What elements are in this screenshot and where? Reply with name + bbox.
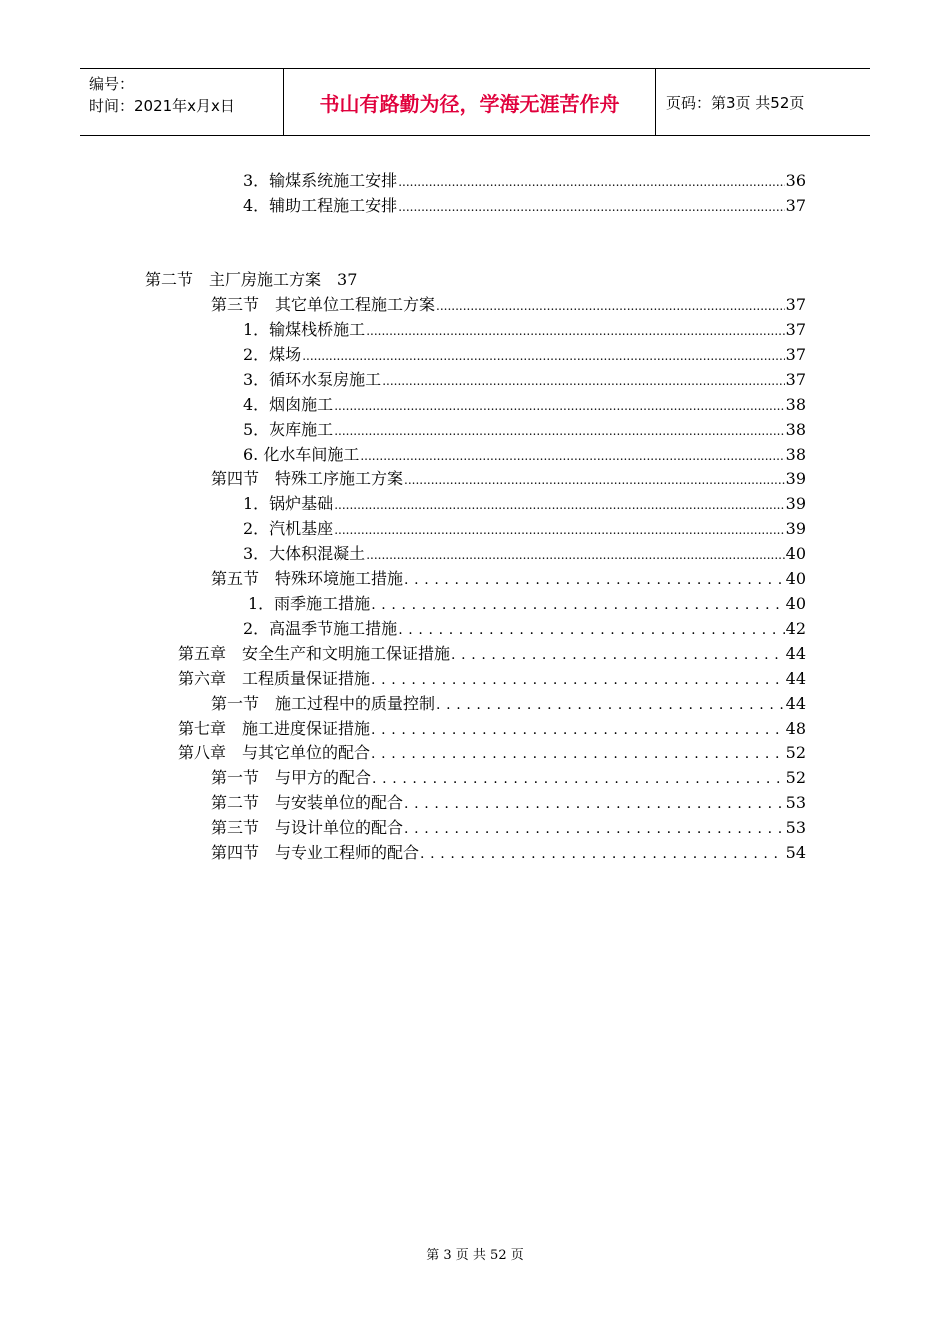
toc-entry-page: 37 xyxy=(785,370,806,389)
toc-entry[interactable] xyxy=(145,268,357,292)
toc-entry-page: 48 xyxy=(785,719,806,738)
toc-entry[interactable] xyxy=(211,791,806,815)
toc-leader xyxy=(404,791,785,816)
toc-leader xyxy=(404,467,785,492)
toc-leader xyxy=(334,418,784,443)
toc-entry[interactable] xyxy=(178,642,806,666)
toc-entry-page: 40 xyxy=(785,569,806,588)
toc-entry-page: 40 xyxy=(785,544,806,563)
toc-entry-page: 37 xyxy=(785,345,806,364)
toc-entry-page: 44 xyxy=(785,644,806,663)
toc-entry-page: 52 xyxy=(785,743,806,762)
toc-leader xyxy=(398,617,784,642)
time-label: 时间：2021年x月x日 xyxy=(89,97,235,115)
toc-leader xyxy=(382,368,784,393)
toc-entry[interactable] xyxy=(211,293,806,317)
toc-entry-page: 39 xyxy=(785,494,806,513)
toc-entry-page: 36 xyxy=(785,171,806,190)
toc-leader xyxy=(451,642,785,667)
toc-entry[interactable] xyxy=(211,467,806,491)
toc-entry-page: 37 xyxy=(785,295,806,314)
toc-entry-page: 37 xyxy=(337,270,358,289)
toc-entry[interactable] xyxy=(211,816,806,840)
toc-entry[interactable] xyxy=(211,692,806,716)
toc-entry[interactable] xyxy=(243,194,806,218)
toc-leader xyxy=(371,741,785,766)
toc-entry-label: 3．大体积混凝土 xyxy=(243,544,366,563)
toc-entry-label: 第八章 与其它单位的配合 xyxy=(178,743,371,762)
header-page-label: 页码：第3页 共52页 xyxy=(666,93,805,112)
toc-entry-page: 39 xyxy=(785,519,806,538)
toc-leader xyxy=(404,816,785,841)
toc-entry[interactable] xyxy=(243,517,806,541)
toc-entry[interactable] xyxy=(243,542,806,566)
toc-leader xyxy=(436,293,785,318)
toc-entry[interactable] xyxy=(211,567,806,591)
toc-entry-label: 第一节 施工过程中的质量控制 xyxy=(211,694,436,713)
toc-entry[interactable] xyxy=(243,169,806,193)
toc-entry-page: 44 xyxy=(785,694,806,713)
toc-leader xyxy=(404,567,785,592)
toc-entry-page: 53 xyxy=(785,793,806,812)
toc-leader xyxy=(360,443,784,468)
toc-entry[interactable] xyxy=(178,741,806,765)
toc-entry[interactable] xyxy=(243,393,806,417)
toc-entry-label: 2．煤场 xyxy=(243,345,302,364)
toc-entry-page: 38 xyxy=(785,420,806,439)
toc-entry[interactable] xyxy=(243,418,806,442)
toc-entry-label: 2．汽机基座 xyxy=(243,519,334,538)
toc-leader xyxy=(334,517,784,542)
toc-entry-page: 52 xyxy=(785,768,806,787)
page-footer: 第 3 页 共 52 页 xyxy=(426,1248,524,1263)
toc-entry-page: 38 xyxy=(785,395,806,414)
toc-entry-label: 第四节 特殊工序施工方案 xyxy=(211,469,404,488)
toc-leader xyxy=(366,542,784,567)
toc-entry-label: 1．锅炉基础 xyxy=(243,494,334,513)
toc-entry-label: 第三节 与设计单位的配合 xyxy=(211,818,404,837)
number-label: 编号： xyxy=(89,75,135,93)
toc-entry-page: 53 xyxy=(785,818,806,837)
toc-leader xyxy=(371,667,785,692)
toc-entry-label: 5．灰库施工 xyxy=(243,420,334,439)
toc-leader xyxy=(302,343,784,368)
toc-entry-page: 37 xyxy=(785,196,806,215)
toc-entry-label: 第五章 安全生产和文明施工保证措施 xyxy=(178,644,451,663)
toc-entry-page: 40 xyxy=(785,594,806,613)
toc-entry-label: 1．输煤栈桥施工 xyxy=(243,320,366,339)
toc-entry[interactable] xyxy=(243,492,806,516)
toc-entry-label: 第五节 特殊环境施工措施 xyxy=(211,569,404,588)
toc-leader xyxy=(371,717,785,742)
toc-entry[interactable] xyxy=(178,667,806,691)
header-motto: 书山有路勤为径，学海无涯苦作舟 xyxy=(283,69,656,135)
toc-entry-page: 54 xyxy=(785,843,806,862)
toc-entry-label: 第二节 主厂房施工方案 xyxy=(145,270,322,289)
toc-entry-page: 39 xyxy=(785,469,806,488)
toc-leader xyxy=(398,169,784,194)
toc-entry[interactable] xyxy=(211,766,806,790)
toc-entry[interactable] xyxy=(178,717,806,741)
toc-entry-label: 第一节 与甲方的配合 xyxy=(211,768,372,787)
toc-leader xyxy=(398,194,784,219)
toc-entry[interactable] xyxy=(243,443,806,467)
toc-leader xyxy=(366,318,784,343)
toc-entry-label: 3．输煤系统施工安排 xyxy=(243,171,398,190)
toc-entry[interactable] xyxy=(243,318,806,342)
toc-leader xyxy=(334,492,784,517)
toc-entry-page: 38 xyxy=(785,445,806,464)
toc-entry-label: 4．辅助工程施工安排 xyxy=(243,196,398,215)
toc-entry-label: 6. 化水车间施工 xyxy=(243,445,360,464)
page-header xyxy=(80,68,870,136)
toc-leader xyxy=(420,841,785,866)
toc-entry-label: 第三节 其它单位工程施工方案 xyxy=(211,295,436,314)
toc-entry[interactable] xyxy=(243,343,806,367)
toc-leader xyxy=(371,592,784,617)
toc-entry[interactable] xyxy=(211,841,806,865)
toc-entry[interactable] xyxy=(248,592,806,616)
header-meta xyxy=(80,69,283,135)
toc-entry-label: 第六章 工程质量保证措施 xyxy=(178,669,371,688)
toc-leader xyxy=(334,393,784,418)
toc-entry-label: 第四节 与专业工程师的配合 xyxy=(211,843,420,862)
toc-entry-label: 4．烟囱施工 xyxy=(243,395,334,414)
toc-entry-label: 第二节 与安装单位的配合 xyxy=(211,793,404,812)
toc-entry-label: 第七章 施工进度保证措施 xyxy=(178,719,371,738)
toc-leader xyxy=(372,766,785,791)
toc-entry-label: 2．高温季节施工措施 xyxy=(243,619,398,638)
toc-entry-page: 44 xyxy=(785,669,806,688)
toc-entry[interactable] xyxy=(243,368,806,392)
toc-entry-label: 1．雨季施工措施 xyxy=(248,594,371,613)
toc-entry-page: 42 xyxy=(785,619,806,638)
toc-entry-page: 37 xyxy=(785,320,806,339)
toc-entry[interactable] xyxy=(243,617,806,641)
toc-entry-label: 3．循环水泵房施工 xyxy=(243,370,382,389)
toc-leader xyxy=(436,692,785,717)
